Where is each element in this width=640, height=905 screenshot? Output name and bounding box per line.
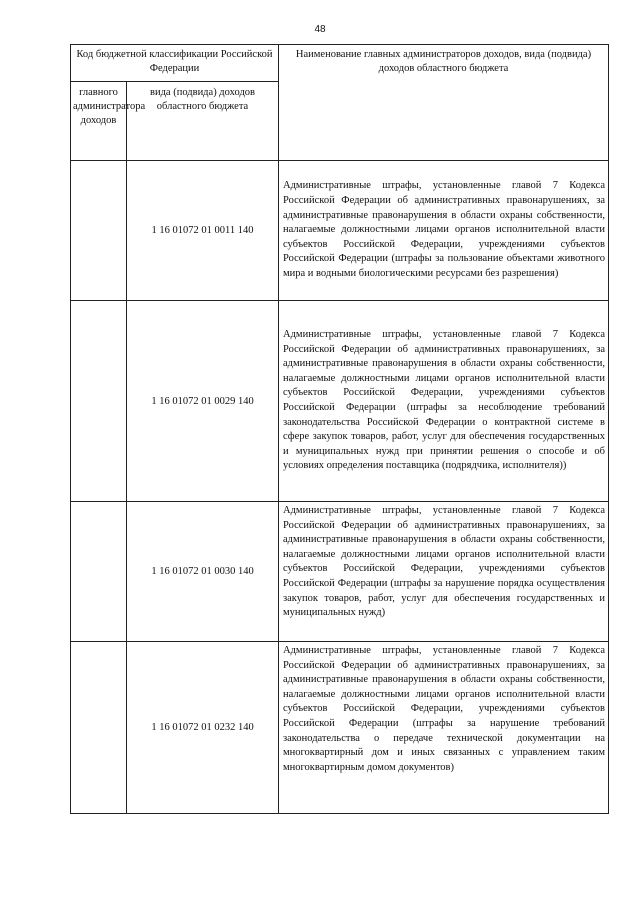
header-name-column: Наименование главных администраторов доходов, вида (подвида) доходов областного бюджета [279,45,609,161]
admin-code-cell [71,642,127,814]
table-row [71,301,609,502]
admin-code-cell [71,161,127,301]
income-name-cell: Административные штрафы, установленные главой 7 Кодекса Российской Федерации об административных правонарушениях, за административные правонарушения в области охраны собственности, налагаемые должностными лицами органов исполнительной власти субъектов Российской Федерации, учреждениями субъектов Российской Федерации (штрафы за нарушение требований законодательства о передаче технической документации на многоквартирный дом и иных связанных с управлением таким многоквартирным домом документов) [279,642,609,814]
income-code-cell: 1 16 01072 01 0030 140 [127,502,279,642]
subheader-admin: главного администратора доходов [71,82,127,161]
header-code-group: Код бюджетной классификации Российской Федерации [71,45,279,82]
income-name-cell: Административные штрафы, установленные главой 7 Кодекса Российской Федерации об административных правонарушениях, за административные правонарушения в области охраны собственности, налагаемые должностными лицами органов исполнительной власти субъектов Российской Федерации, учреждениями субъектов Российской Федерации (штрафы за пользование объектами животного мира и водными биологическими ресурсами без разрешения) [279,161,609,301]
table-row [71,161,609,301]
page-number: 48 [314,24,326,35]
table-header-row [71,45,609,82]
income-code-cell: 1 16 01072 01 0029 140 [127,301,279,502]
income-code-cell: 1 16 01072 01 0011 140 [127,161,279,301]
subheader-income-type: вида (подвида) доходов областного бюджета [127,82,279,161]
table-row [71,502,609,642]
admin-code-cell [71,502,127,642]
income-name-cell: Административные штрафы, установленные главой 7 Кодекса Российской Федерации об административных правонарушениях, за административные правонарушения в области охраны собственности, налагаемые должностными лицами органов исполнительной власти субъектов Российской Федерации, учреждениями субъектов Российской Федерации (штрафы за нарушение порядка осуществления закупок товаров, работ, услуг для обеспечения государственных и муниципальных нужд) [279,502,609,642]
admin-code-cell [71,301,127,502]
table-row [71,642,609,814]
budget-classification-table [70,44,609,814]
income-name-cell: Административные штрафы, установленные главой 7 Кодекса Российской Федерации об административных правонарушениях, за административные правонарушения в области охраны собственности, налагаемые должностными лицами органов исполнительной власти субъектов Российской Федерации, учреждениями субъектов Российской Федерации (штрафы за несоблюдение требований законодательства Российской Федерации о контрактной системе в сфере закупок товаров, работ, услуг для обеспечения государственных и муниципальных нужд при принятии решения о способе и об условиях определения поставщика (подрядчика, исполнителя)) [279,301,609,502]
income-code-cell: 1 16 01072 01 0232 140 [127,642,279,814]
